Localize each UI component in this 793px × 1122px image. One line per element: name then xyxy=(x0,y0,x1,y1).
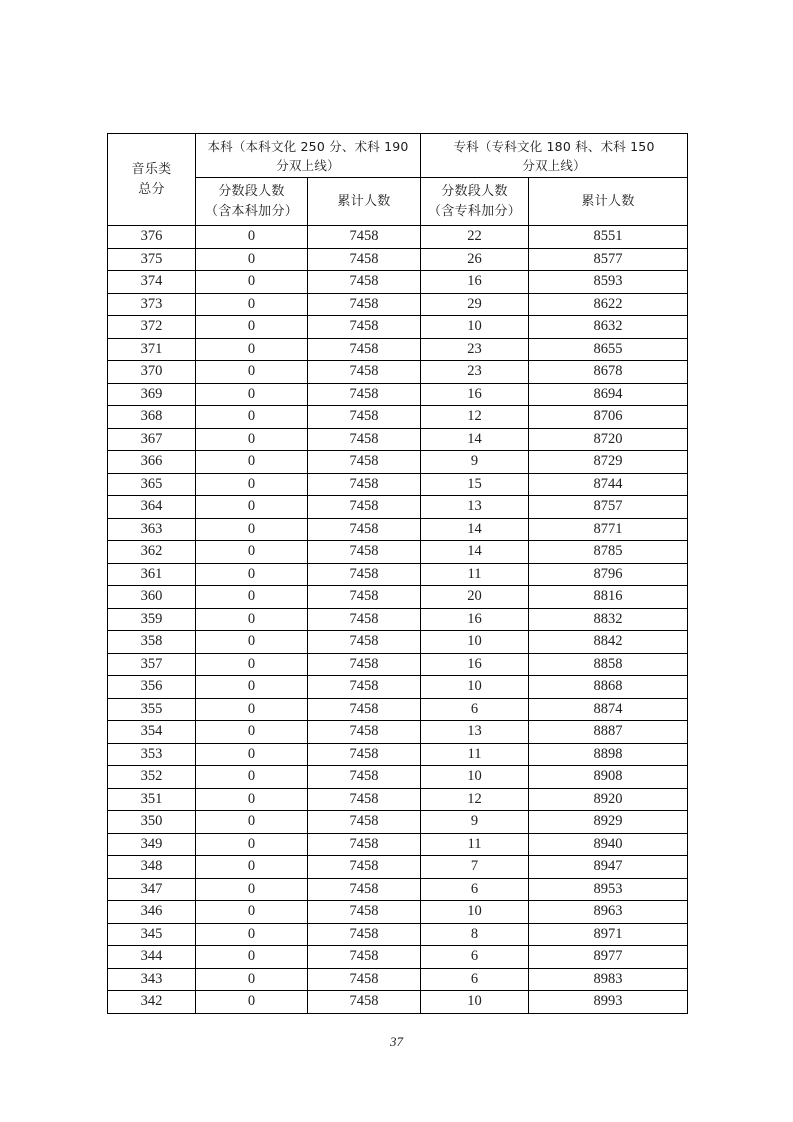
cell-zhuanke-segment: 13 xyxy=(421,496,529,519)
cell-benke-segment: 0 xyxy=(196,316,308,339)
header-score-line1: 音乐类 xyxy=(131,161,172,177)
cell-score: 366 xyxy=(108,451,196,474)
cell-zhuanke-segment: 15 xyxy=(421,473,529,496)
table-row xyxy=(108,653,688,676)
cell-zhuanke-cumulative: 8898 xyxy=(529,743,688,766)
cell-zhuanke-cumulative: 8771 xyxy=(529,518,688,541)
cell-benke-segment: 0 xyxy=(196,991,308,1014)
table-row xyxy=(108,676,688,699)
cell-benke-cumulative: 7458 xyxy=(308,856,421,879)
cell-zhuanke-cumulative: 8868 xyxy=(529,676,688,699)
cell-benke-cumulative: 7458 xyxy=(308,293,421,316)
cell-benke-cumulative: 7458 xyxy=(308,496,421,519)
cell-zhuanke-segment: 14 xyxy=(421,541,529,564)
cell-zhuanke-cumulative: 8842 xyxy=(529,631,688,654)
table-row xyxy=(108,518,688,541)
cell-zhuanke-segment: 13 xyxy=(421,721,529,744)
cell-zhuanke-segment: 10 xyxy=(421,901,529,924)
cell-benke-segment: 0 xyxy=(196,878,308,901)
cell-benke-cumulative: 7458 xyxy=(308,586,421,609)
cell-zhuanke-cumulative: 8729 xyxy=(529,451,688,474)
cell-zhuanke-segment: 11 xyxy=(421,563,529,586)
cell-benke-cumulative: 7458 xyxy=(308,361,421,384)
cell-benke-cumulative: 7458 xyxy=(308,383,421,406)
cell-score: 345 xyxy=(108,923,196,946)
cell-zhuanke-segment: 9 xyxy=(421,451,529,474)
cell-zhuanke-cumulative: 8874 xyxy=(529,698,688,721)
cell-benke-cumulative: 7458 xyxy=(308,451,421,474)
cell-benke-segment: 0 xyxy=(196,901,308,924)
cell-score: 348 xyxy=(108,856,196,879)
cell-zhuanke-segment: 23 xyxy=(421,338,529,361)
cell-benke-cumulative: 7458 xyxy=(308,946,421,969)
cell-score: 357 xyxy=(108,653,196,676)
cell-zhuanke-cumulative: 8622 xyxy=(529,293,688,316)
table-row xyxy=(108,608,688,631)
cell-score: 355 xyxy=(108,698,196,721)
cell-benke-cumulative: 7458 xyxy=(308,878,421,901)
cell-benke-cumulative: 7458 xyxy=(308,833,421,856)
cell-score: 374 xyxy=(108,271,196,294)
table-header xyxy=(108,134,688,226)
cell-benke-segment: 0 xyxy=(196,923,308,946)
cell-zhuanke-cumulative: 8551 xyxy=(529,226,688,249)
cell-zhuanke-segment: 9 xyxy=(421,811,529,834)
cell-score: 346 xyxy=(108,901,196,924)
cell-benke-cumulative: 7458 xyxy=(308,676,421,699)
table-row xyxy=(108,383,688,406)
table-row xyxy=(108,901,688,924)
table-row xyxy=(108,721,688,744)
table-row xyxy=(108,631,688,654)
cell-benke-cumulative: 7458 xyxy=(308,518,421,541)
cell-zhuanke-segment: 6 xyxy=(421,968,529,991)
cell-zhuanke-segment: 12 xyxy=(421,406,529,429)
cell-zhuanke-cumulative: 8796 xyxy=(529,563,688,586)
cell-score: 351 xyxy=(108,788,196,811)
cell-zhuanke-segment: 14 xyxy=(421,428,529,451)
cell-zhuanke-segment: 11 xyxy=(421,743,529,766)
cell-zhuanke-cumulative: 8940 xyxy=(529,833,688,856)
table-row xyxy=(108,293,688,316)
header-sub-zhuanke-segment xyxy=(421,178,529,226)
cell-zhuanke-segment: 6 xyxy=(421,698,529,721)
cell-zhuanke-segment: 6 xyxy=(421,946,529,969)
cell-benke-segment: 0 xyxy=(196,586,308,609)
cell-zhuanke-segment: 10 xyxy=(421,991,529,1014)
header-group-benke-line2: 分双上线） xyxy=(276,157,340,173)
cell-score: 376 xyxy=(108,226,196,249)
cell-zhuanke-cumulative: 8983 xyxy=(529,968,688,991)
cell-zhuanke-cumulative: 8993 xyxy=(529,991,688,1014)
cell-zhuanke-cumulative: 8720 xyxy=(529,428,688,451)
page-number: 37 xyxy=(390,1034,403,1049)
table-body xyxy=(108,226,688,1014)
header-sub-benke-segment-line1: 分数段人数 xyxy=(218,183,285,199)
cell-benke-cumulative: 7458 xyxy=(308,428,421,451)
cell-zhuanke-segment: 29 xyxy=(421,293,529,316)
cell-zhuanke-segment: 7 xyxy=(421,856,529,879)
cell-score: 375 xyxy=(108,248,196,271)
cell-score: 372 xyxy=(108,316,196,339)
cell-score: 360 xyxy=(108,586,196,609)
cell-zhuanke-segment: 10 xyxy=(421,766,529,789)
cell-zhuanke-segment: 11 xyxy=(421,833,529,856)
cell-zhuanke-segment: 12 xyxy=(421,788,529,811)
cell-zhuanke-cumulative: 8785 xyxy=(529,541,688,564)
table-row xyxy=(108,496,688,519)
cell-benke-segment: 0 xyxy=(196,946,308,969)
header-row-group xyxy=(108,134,688,178)
table-row xyxy=(108,878,688,901)
table-row xyxy=(108,473,688,496)
cell-zhuanke-segment: 16 xyxy=(421,271,529,294)
table-row xyxy=(108,338,688,361)
cell-benke-cumulative: 7458 xyxy=(308,248,421,271)
cell-benke-segment: 0 xyxy=(196,721,308,744)
cell-score: 353 xyxy=(108,743,196,766)
cell-benke-segment: 0 xyxy=(196,473,308,496)
cell-benke-cumulative: 7458 xyxy=(308,901,421,924)
table-row xyxy=(108,743,688,766)
table-row xyxy=(108,563,688,586)
cell-benke-cumulative: 7458 xyxy=(308,563,421,586)
cell-benke-segment: 0 xyxy=(196,743,308,766)
cell-benke-cumulative: 7458 xyxy=(308,271,421,294)
table-row xyxy=(108,788,688,811)
cell-zhuanke-cumulative: 8929 xyxy=(529,811,688,834)
cell-score: 350 xyxy=(108,811,196,834)
cell-zhuanke-segment: 10 xyxy=(421,631,529,654)
cell-zhuanke-cumulative: 8577 xyxy=(529,248,688,271)
cell-benke-segment: 0 xyxy=(196,271,308,294)
cell-score: 363 xyxy=(108,518,196,541)
cell-benke-segment: 0 xyxy=(196,451,308,474)
header-group-benke-line1: 本科（本科文化 250 分、术科 190 xyxy=(207,138,409,154)
cell-zhuanke-segment: 14 xyxy=(421,518,529,541)
cell-benke-cumulative: 7458 xyxy=(308,406,421,429)
cell-zhuanke-segment: 26 xyxy=(421,248,529,271)
cell-zhuanke-cumulative: 8706 xyxy=(529,406,688,429)
table-row xyxy=(108,428,688,451)
header-sub-zhuanke-segment-line2: （含专科加分） xyxy=(427,203,522,219)
cell-benke-cumulative: 7458 xyxy=(308,968,421,991)
cell-zhuanke-segment: 8 xyxy=(421,923,529,946)
cell-score: 368 xyxy=(108,406,196,429)
cell-score: 359 xyxy=(108,608,196,631)
cell-score: 352 xyxy=(108,766,196,789)
cell-benke-segment: 0 xyxy=(196,293,308,316)
cell-benke-segment: 0 xyxy=(196,608,308,631)
cell-score: 343 xyxy=(108,968,196,991)
cell-zhuanke-cumulative: 8694 xyxy=(529,383,688,406)
table-row xyxy=(108,586,688,609)
cell-score: 358 xyxy=(108,631,196,654)
cell-zhuanke-segment: 16 xyxy=(421,653,529,676)
table-row xyxy=(108,406,688,429)
cell-score: 362 xyxy=(108,541,196,564)
cell-zhuanke-cumulative: 8908 xyxy=(529,766,688,789)
cell-score: 367 xyxy=(108,428,196,451)
cell-score: 356 xyxy=(108,676,196,699)
cell-benke-cumulative: 7458 xyxy=(308,698,421,721)
cell-score: 373 xyxy=(108,293,196,316)
header-sub-benke-segment xyxy=(196,178,308,226)
table-row xyxy=(108,766,688,789)
cell-benke-cumulative: 7458 xyxy=(308,631,421,654)
cell-benke-segment: 0 xyxy=(196,361,308,384)
cell-score: 344 xyxy=(108,946,196,969)
cell-benke-cumulative: 7458 xyxy=(308,766,421,789)
cell-score: 371 xyxy=(108,338,196,361)
cell-benke-cumulative: 7458 xyxy=(308,923,421,946)
cell-zhuanke-cumulative: 8655 xyxy=(529,338,688,361)
table-row xyxy=(108,541,688,564)
cell-benke-cumulative: 7458 xyxy=(308,653,421,676)
cell-benke-segment: 0 xyxy=(196,766,308,789)
table-row xyxy=(108,248,688,271)
cell-benke-segment: 0 xyxy=(196,676,308,699)
cell-zhuanke-segment: 6 xyxy=(421,878,529,901)
cell-zhuanke-cumulative: 8816 xyxy=(529,586,688,609)
cell-benke-cumulative: 7458 xyxy=(308,226,421,249)
header-sub-benke-cumulative-line1: 累计人数 xyxy=(337,193,391,209)
table-row xyxy=(108,833,688,856)
cell-benke-segment: 0 xyxy=(196,338,308,361)
cell-benke-cumulative: 7458 xyxy=(308,316,421,339)
cell-benke-segment: 0 xyxy=(196,406,308,429)
table-row xyxy=(108,968,688,991)
table-row xyxy=(108,316,688,339)
cell-benke-cumulative: 7458 xyxy=(308,338,421,361)
cell-zhuanke-cumulative: 8963 xyxy=(529,901,688,924)
header-score-column xyxy=(108,134,196,226)
header-sub-benke-segment-line2: （含本科加分） xyxy=(204,203,299,219)
cell-benke-cumulative: 7458 xyxy=(308,473,421,496)
cell-benke-segment: 0 xyxy=(196,541,308,564)
cell-benke-cumulative: 7458 xyxy=(308,743,421,766)
cell-score: 370 xyxy=(108,361,196,384)
cell-benke-segment: 0 xyxy=(196,248,308,271)
cell-benke-segment: 0 xyxy=(196,811,308,834)
cell-benke-cumulative: 7458 xyxy=(308,721,421,744)
cell-score: 364 xyxy=(108,496,196,519)
cell-zhuanke-cumulative: 8678 xyxy=(529,361,688,384)
cell-zhuanke-cumulative: 8858 xyxy=(529,653,688,676)
table-row xyxy=(108,856,688,879)
cell-benke-segment: 0 xyxy=(196,631,308,654)
cell-benke-segment: 0 xyxy=(196,226,308,249)
table-row xyxy=(108,991,688,1014)
cell-zhuanke-segment: 23 xyxy=(421,361,529,384)
cell-zhuanke-segment: 20 xyxy=(421,586,529,609)
cell-benke-segment: 0 xyxy=(196,496,308,519)
cell-benke-cumulative: 7458 xyxy=(308,541,421,564)
cell-zhuanke-cumulative: 8977 xyxy=(529,946,688,969)
cell-benke-segment: 0 xyxy=(196,563,308,586)
header-sub-zhuanke-segment-line1: 分数段人数 xyxy=(441,183,508,199)
cell-zhuanke-cumulative: 8757 xyxy=(529,496,688,519)
cell-benke-cumulative: 7458 xyxy=(308,811,421,834)
cell-zhuanke-segment: 16 xyxy=(421,608,529,631)
cell-benke-segment: 0 xyxy=(196,698,308,721)
table-row xyxy=(108,946,688,969)
header-group-zhuanke-line2: 分双上线） xyxy=(522,157,586,173)
header-sub-benke-cumulative xyxy=(308,178,421,226)
cell-zhuanke-cumulative: 8947 xyxy=(529,856,688,879)
table-row xyxy=(108,923,688,946)
cell-zhuanke-cumulative: 8632 xyxy=(529,316,688,339)
header-sub-zhuanke-cumulative-line1: 累计人数 xyxy=(581,193,635,209)
cell-benke-segment: 0 xyxy=(196,856,308,879)
header-sub-zhuanke-cumulative xyxy=(529,178,688,226)
cell-benke-cumulative: 7458 xyxy=(308,991,421,1014)
cell-score: 365 xyxy=(108,473,196,496)
header-group-zhuanke xyxy=(421,134,688,178)
cell-zhuanke-segment: 10 xyxy=(421,316,529,339)
cell-zhuanke-cumulative: 8953 xyxy=(529,878,688,901)
cell-score: 349 xyxy=(108,833,196,856)
cell-zhuanke-cumulative: 8744 xyxy=(529,473,688,496)
header-group-benke xyxy=(196,134,421,178)
cell-score: 361 xyxy=(108,563,196,586)
header-score-line2: 总分 xyxy=(138,181,165,197)
cell-benke-cumulative: 7458 xyxy=(308,788,421,811)
table-row xyxy=(108,451,688,474)
cell-score: 354 xyxy=(108,721,196,744)
table-row xyxy=(108,811,688,834)
cell-zhuanke-cumulative: 8971 xyxy=(529,923,688,946)
cell-benke-segment: 0 xyxy=(196,968,308,991)
cell-benke-segment: 0 xyxy=(196,383,308,406)
cell-benke-segment: 0 xyxy=(196,653,308,676)
score-distribution-table xyxy=(107,133,688,1014)
table-row xyxy=(108,361,688,384)
cell-benke-segment: 0 xyxy=(196,833,308,856)
cell-benke-segment: 0 xyxy=(196,428,308,451)
cell-zhuanke-cumulative: 8920 xyxy=(529,788,688,811)
cell-zhuanke-segment: 10 xyxy=(421,676,529,699)
table-row xyxy=(108,271,688,294)
cell-benke-segment: 0 xyxy=(196,518,308,541)
cell-benke-cumulative: 7458 xyxy=(308,608,421,631)
table-row xyxy=(108,226,688,249)
cell-zhuanke-segment: 16 xyxy=(421,383,529,406)
cell-score: 347 xyxy=(108,878,196,901)
cell-score: 342 xyxy=(108,991,196,1014)
cell-zhuanke-segment: 22 xyxy=(421,226,529,249)
cell-zhuanke-cumulative: 8832 xyxy=(529,608,688,631)
cell-score: 369 xyxy=(108,383,196,406)
cell-benke-segment: 0 xyxy=(196,788,308,811)
table-row xyxy=(108,698,688,721)
cell-zhuanke-cumulative: 8593 xyxy=(529,271,688,294)
cell-zhuanke-cumulative: 8887 xyxy=(529,721,688,744)
header-group-zhuanke-line1: 专科（专科文化 180 科、术科 150 xyxy=(453,138,655,154)
